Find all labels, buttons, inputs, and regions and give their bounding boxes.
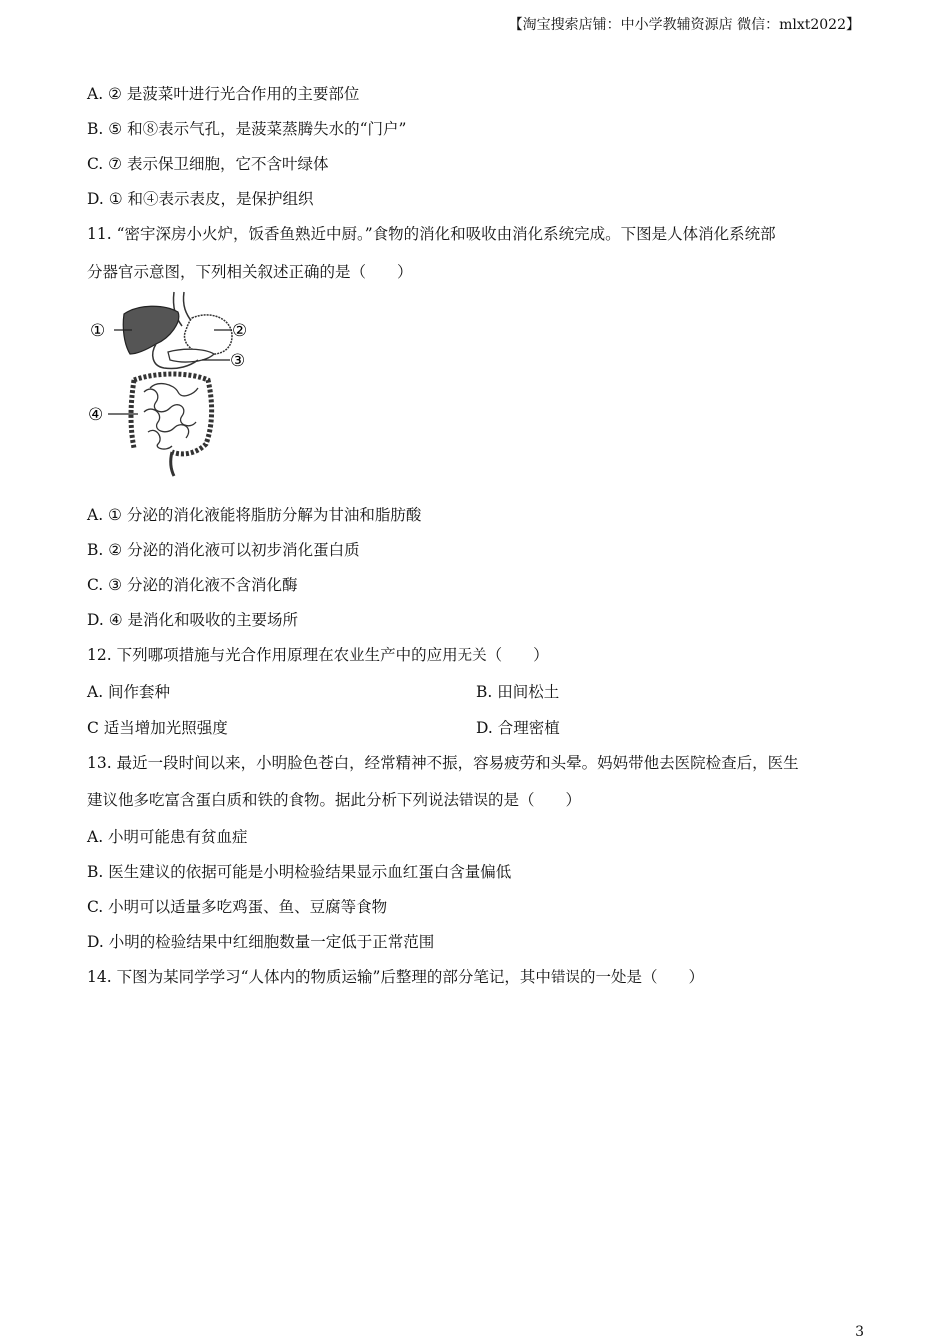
- q10-option-c: C. ⑦ 表示保卫细胞，它不含叶绿体: [87, 155, 329, 173]
- label-4: ④: [88, 405, 104, 425]
- q11-stem-line1: 11. “密宇深房小火炉，饭香鱼熟近中厨。”食物的消化和吸收由消化系统完成。下图是人体消化系统部: [87, 225, 776, 243]
- q12-option-c: C 适当增加光照强度: [87, 719, 228, 737]
- q12-option-a: A. 间作套种: [87, 683, 171, 701]
- q13-option-c: C. 小明可以适量多吃鸡蛋、鱼、豆腐等食物: [87, 898, 388, 916]
- small-intestine: [144, 384, 198, 449]
- q11-option-c: C. ③ 分泌的消化液不含消化酶: [87, 576, 298, 594]
- page-header: 【淘宝搜索店铺：中小学教辅资源店 微信：mlxt2022】: [508, 17, 860, 33]
- q12-stem: [87, 643, 549, 665]
- q11-option-d: D. ④ 是消化和吸收的主要场所: [87, 611, 299, 629]
- q11-stem-line2: 分器官示意图，下列相关叙述正确的是（ ）: [87, 263, 413, 281]
- q14-stem-main: 14. 下图为某同学学习“人体内的物质运输”后整理的部分笔记，其中: [87, 968, 551, 986]
- q11-option-b: B. ② 分泌的消化液可以初步消化蛋白质: [87, 541, 360, 559]
- q12-stem-end: （ ）: [486, 646, 549, 664]
- q14-stem-end: 的一处是（ ）: [579, 968, 704, 986]
- q13-stem-emphasis: 错误: [459, 793, 489, 809]
- q13-stem-line2: [87, 788, 581, 810]
- q11-option-a: A. ① 分泌的消化液能将脂肪分解为甘油和脂肪酸: [87, 506, 422, 524]
- q14-stem: [87, 965, 704, 987]
- page-number: 3: [855, 1324, 864, 1340]
- q10-option-d: D. ① 和④表示表皮，是保护组织: [87, 190, 314, 208]
- q13-stem-line1: 13. 最近一段时间以来，小明脸色苍白，经常精神不振，容易疲劳和头晕。妈妈带他去医院检查后，医生: [87, 754, 799, 772]
- q10-option-b: B. ⑤ 和⑧表示气孔，是菠菜蒸腾失水的“门户”: [87, 120, 407, 138]
- q13-option-a: A. 小明可能患有贫血症: [87, 828, 248, 846]
- stomach: [185, 315, 233, 354]
- label-2: ②: [232, 321, 248, 341]
- q14-stem-emphasis: 错误: [550, 970, 580, 986]
- q13-stem-main: 建议他多吃富含蛋白质和铁的食物。据此分析下列说法: [87, 791, 460, 809]
- label-3: ③: [230, 351, 246, 371]
- q13-option-b: B. 医生建议的依据可能是小明检验结果显示血红蛋白含量偏低: [87, 863, 512, 881]
- digestive-system-diagram: [86, 288, 256, 478]
- q10-option-a: A. ② 是菠菜叶进行光合作用的主要部位: [87, 85, 360, 103]
- q13-stem-end: 的是（ ）: [488, 791, 582, 809]
- q12-stem-main: 12. 下列哪项措施与光合作用原理在农业生产中的应用: [87, 646, 458, 664]
- q12-option-b: B. 田间松土: [476, 683, 560, 701]
- rectum: [171, 452, 174, 476]
- q12-option-d: D. 合理密植: [476, 719, 560, 737]
- label-1: ①: [90, 321, 106, 341]
- q13-option-d: D. 小明的检验结果中红细胞数量一定低于正常范围: [87, 933, 435, 951]
- q12-stem-emphasis: 无关: [457, 648, 487, 664]
